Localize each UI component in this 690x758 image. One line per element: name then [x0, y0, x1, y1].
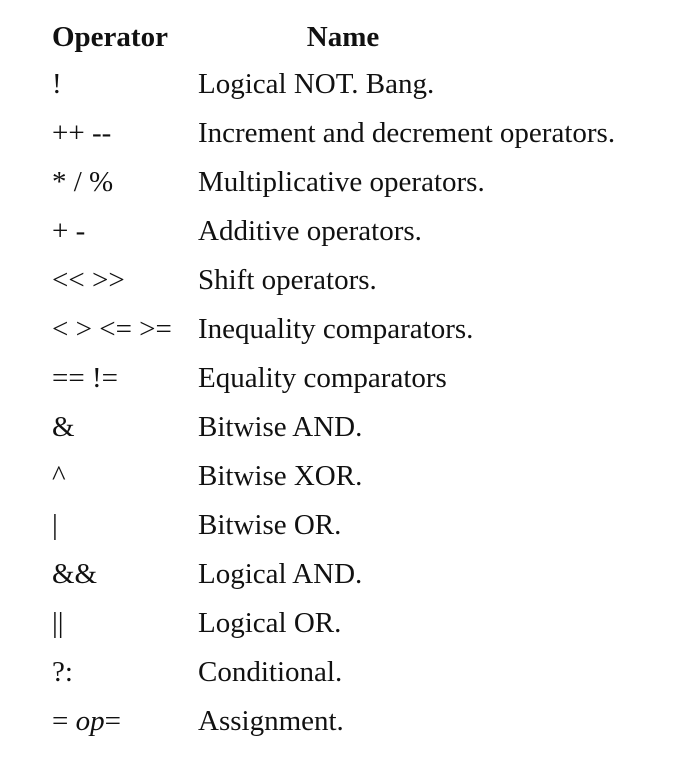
operator-cell: ! [52, 68, 62, 100]
name-cell: Bitwise OR. [198, 509, 342, 541]
operator-italic: op [75, 705, 105, 737]
operator-cell: | [52, 509, 58, 541]
operator-cell: & [52, 411, 75, 443]
operator-cell: && [52, 558, 98, 590]
table-row [52, 354, 682, 403]
name-cell: Bitwise XOR. [198, 460, 363, 492]
operator-cell: * / % [52, 166, 114, 198]
operator-table [52, 14, 682, 746]
name-cell: Logical AND. [198, 558, 363, 590]
name-cell: Logical OR. [198, 607, 342, 639]
operator-cell: ++ -- [52, 117, 112, 149]
name-cell: Assignment. [198, 705, 344, 737]
name-cell: Bitwise AND. [198, 411, 363, 443]
operator-column-header: Operator [52, 21, 168, 53]
name-cell: Multiplicative operators. [198, 166, 485, 198]
table-row [52, 648, 682, 697]
name-column-header: Name [306, 21, 380, 53]
name-cell: Equality comparators [198, 362, 447, 394]
operator-cell: || [52, 607, 64, 639]
operator-prefix: = [52, 705, 76, 737]
operator-cell: + - [52, 215, 86, 247]
table-header-row [52, 14, 682, 60]
operator-cell: ^ [52, 460, 66, 492]
operator-suffix: = [104, 705, 121, 737]
table-row [52, 305, 682, 354]
table-row [52, 158, 682, 207]
table-row [52, 256, 682, 305]
operator-cell [52, 697, 198, 746]
operator-cell: ?: [52, 656, 73, 688]
operator-cell: == != [52, 362, 118, 394]
table-row [52, 599, 682, 648]
table-row [52, 207, 682, 256]
operator-cell: << >> [52, 264, 125, 296]
table-row [52, 452, 682, 501]
name-cell: Shift operators. [198, 264, 377, 296]
table-row [52, 501, 682, 550]
name-cell: Conditional. [198, 656, 343, 688]
name-cell: Inequality comparators. [198, 313, 474, 345]
table-row [52, 697, 682, 746]
name-cell: Logical NOT. Bang. [198, 68, 435, 100]
name-cell: Additive operators. [198, 215, 422, 247]
operator-cell: < > <= >= [52, 313, 172, 345]
table-row [52, 109, 682, 158]
table-row [52, 550, 682, 599]
name-cell: Increment and decrement operators. [198, 117, 616, 149]
table-row [52, 403, 682, 452]
table-row [52, 60, 682, 109]
